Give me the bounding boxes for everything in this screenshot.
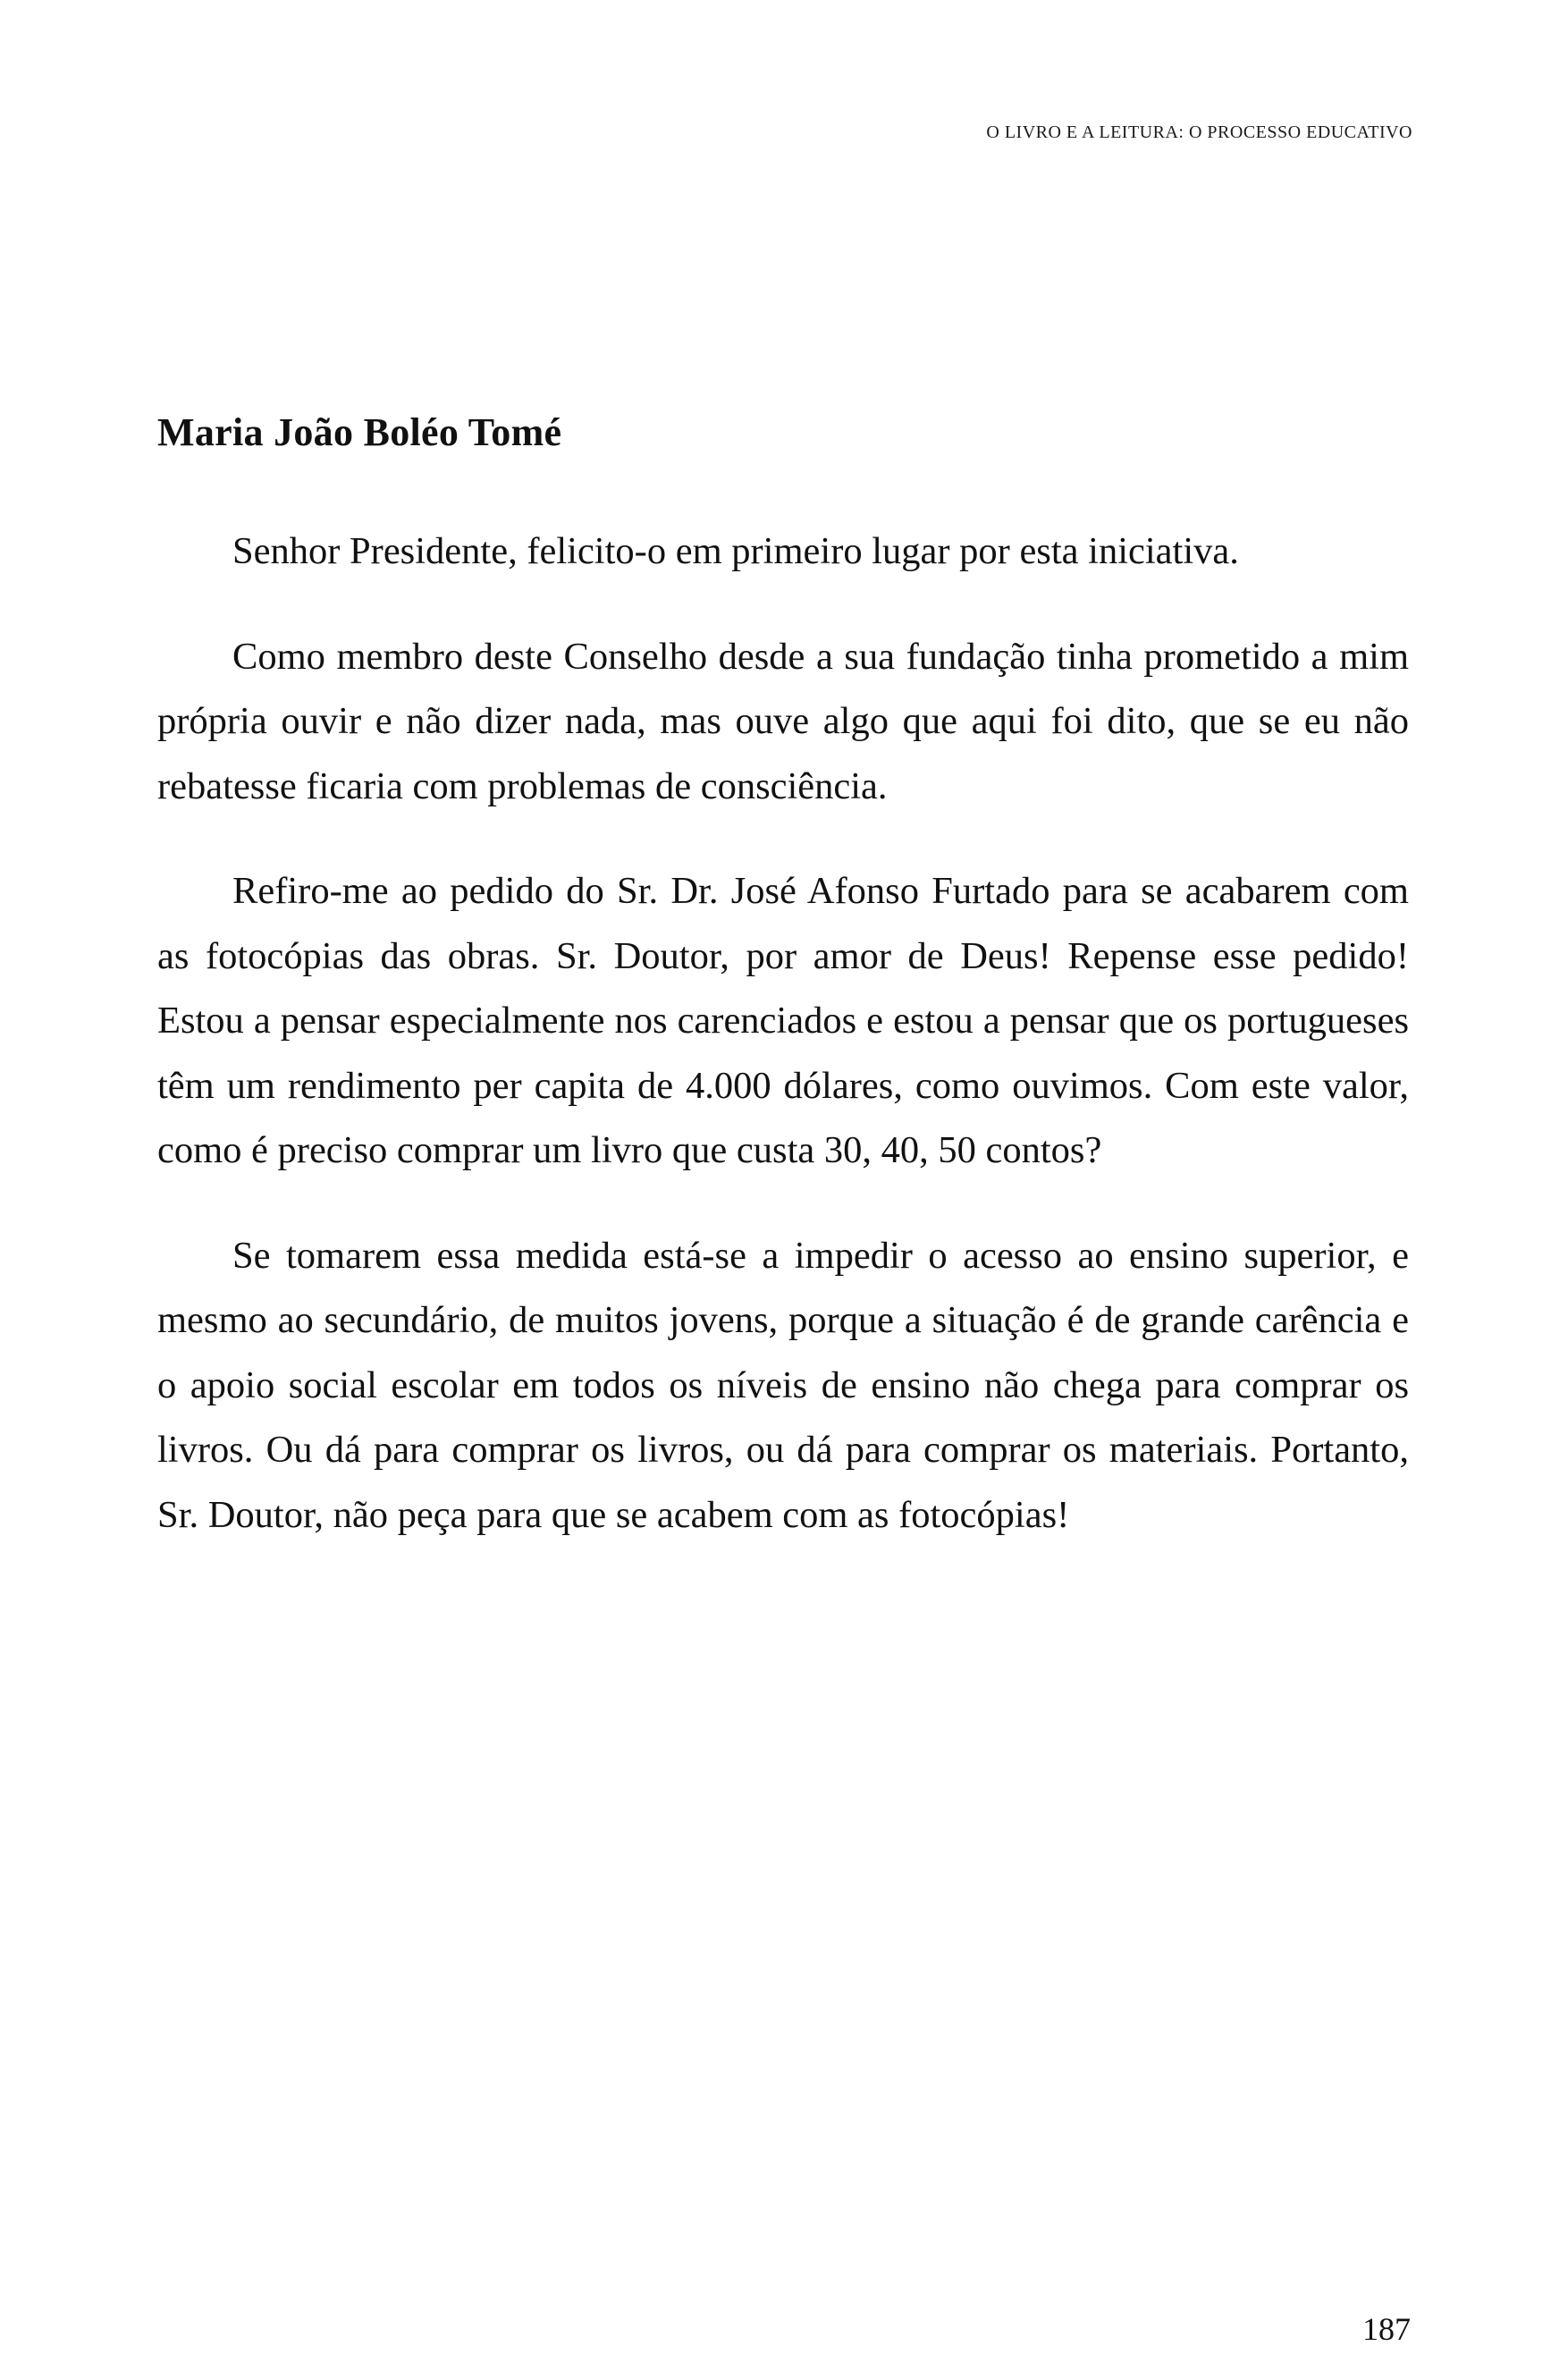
- document-body: [157, 409, 1409, 1588]
- paragraph-4: Se tomarem essa medida está-se a impedir o acesso ao ensino superior, e mesmo ao secundário, de muitos jovens, porque a situação é de grande carência e o apoio social escolar em todos os níveis de ensino não chega para comprar os livros. Ou dá para comprar os livros, ou dá para comprar os materiais. Portanto, Sr. Doutor, não peça para que se acabem com as fotocópias!: [157, 1234, 1409, 1536]
- paragraph-3: Refiro-me ao pedido do Sr. Dr. José Afonso Furtado para se acabarem com as fotocópias das obras. Sr. Doutor, por amor de Deus! Repense esse pedido! Estou a pensar especialmente nos carenciados e estou a pensar que os portugueses têm um rendimento per capita de 4.000 dólares, como ouvimos. Com este valor, como é preciso comprar um livro que custa 30, 40, 50 contos?: [157, 870, 1409, 1171]
- paragraph-1: Senhor Presidente, felicito-o em primeiro lugar por esta iniciativa.: [232, 530, 1239, 572]
- speaker-name: Maria João Boléo Tomé: [157, 410, 562, 454]
- paragraph-2: Como membro deste Conselho desde a sua fundação tinha prometido a mim própria ouvir e não dizer nada, mas ouve algo que aqui foi dito, que se eu não rebatesse ficaria com problemas de consciência.: [157, 635, 1409, 807]
- running-header: O LIVRO E A LEITURA: O PROCESSO EDUCATIVO: [986, 122, 1412, 142]
- page-number: 187: [1362, 2311, 1411, 2347]
